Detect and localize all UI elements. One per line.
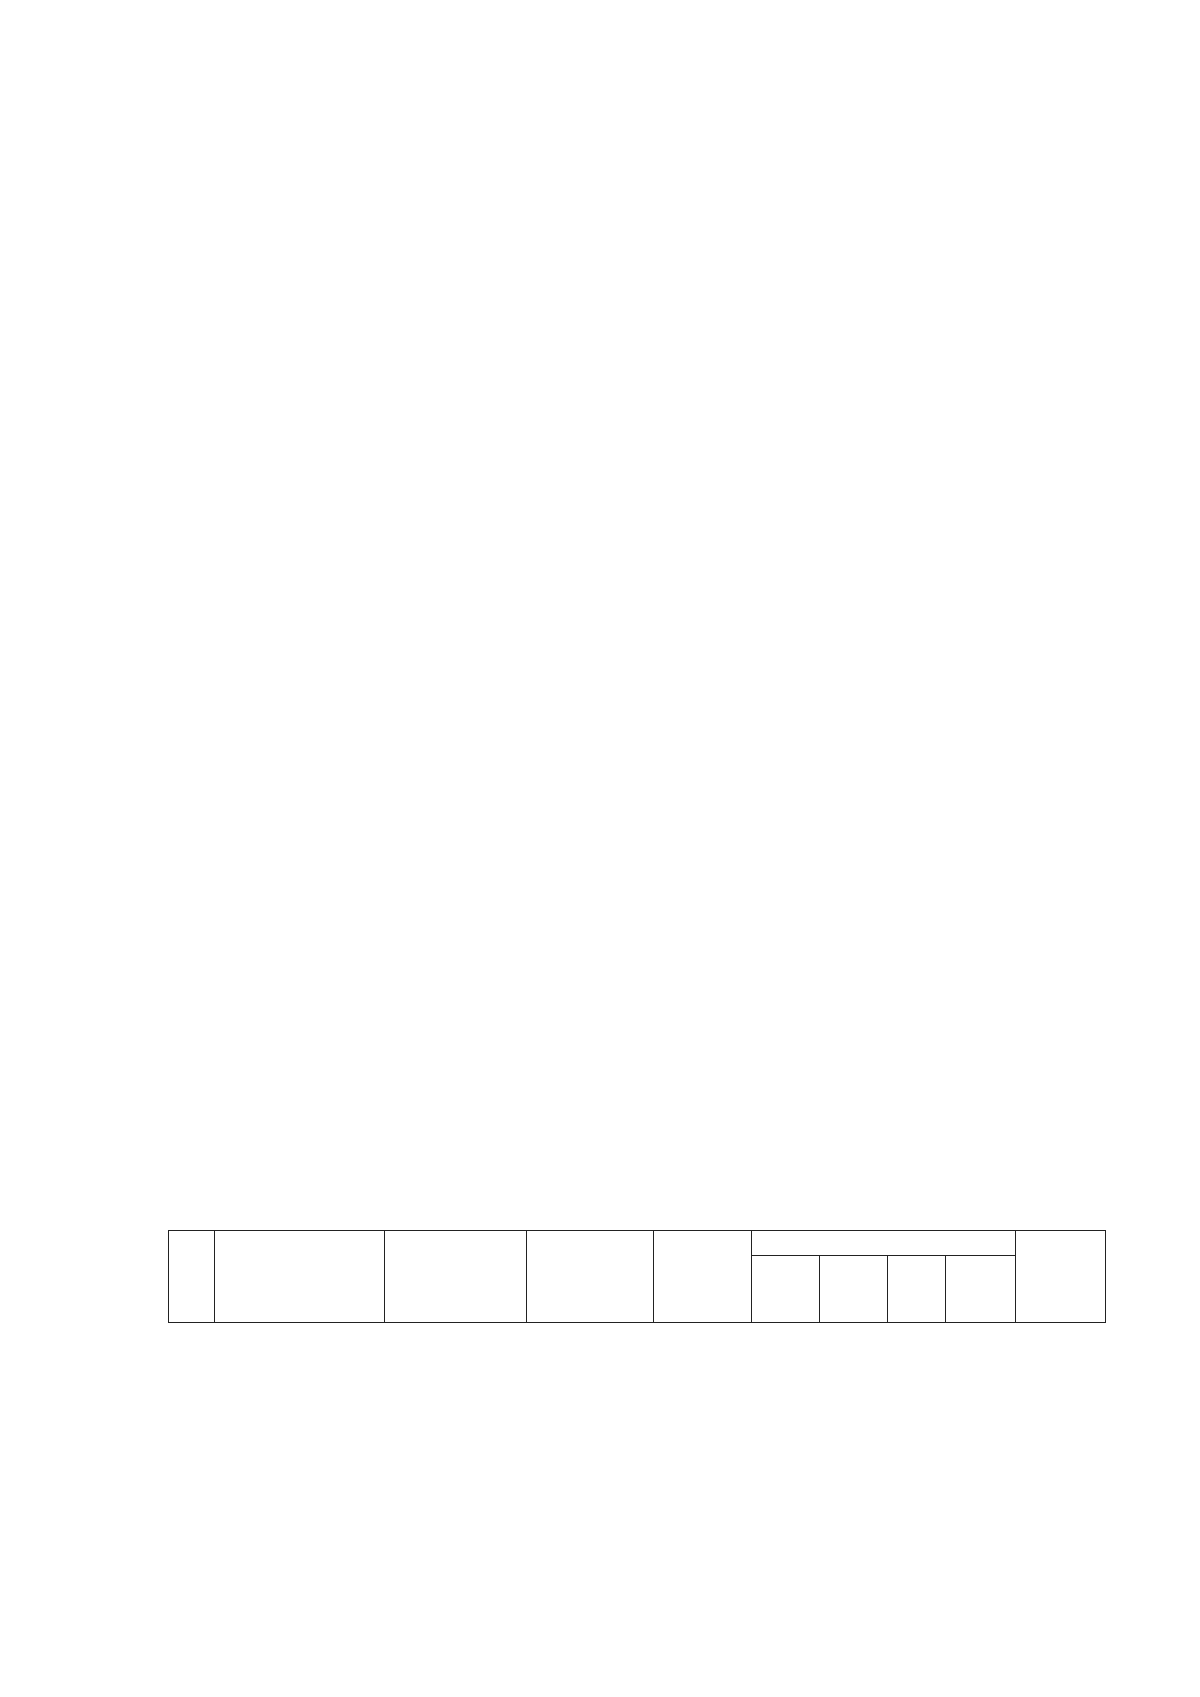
header-steam-1 [752, 1256, 820, 1323]
header-tariff [384, 1231, 526, 1323]
header-steam-3 [888, 1256, 946, 1323]
header-steam-4 [946, 1256, 1016, 1323]
header-sharp-steam [1016, 1231, 1106, 1323]
tariff-table-new [168, 1230, 1106, 1323]
header-org [214, 1231, 384, 1323]
header-num [169, 1231, 215, 1323]
header-water [654, 1231, 752, 1323]
header-year [526, 1231, 654, 1323]
header-steam-2 [820, 1256, 888, 1323]
header-steam [752, 1231, 1016, 1256]
table2-body [169, 1231, 1106, 1323]
table2-header-row [169, 1231, 1106, 1256]
